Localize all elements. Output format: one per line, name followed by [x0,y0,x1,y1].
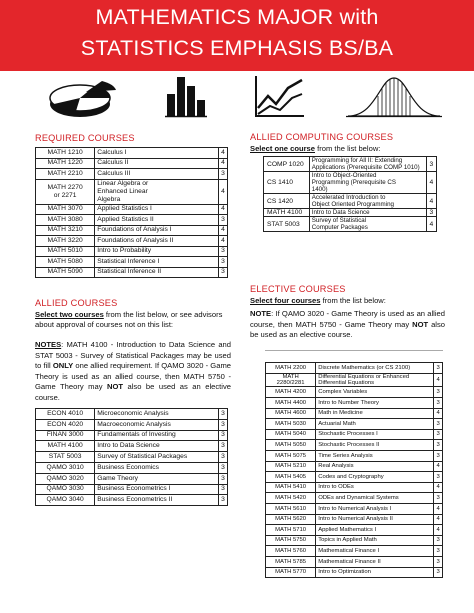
course-title: Intro to Number Theory [316,398,434,409]
table-row [266,503,443,514]
course-title: Math in Medicine [316,408,434,419]
course-title: Calculus I [95,148,219,159]
course-code: CS 1420 [264,194,310,209]
course-code: MATH 4600 [266,408,316,419]
table-row [266,408,443,419]
table-row [36,236,228,247]
course-credits: 3 [434,535,443,546]
table-row [266,525,443,536]
table-row [36,257,228,268]
table-row [36,204,228,215]
course-code: MATH 1210 [36,148,95,159]
course-title: Calculus III [95,169,219,180]
course-credits: 3 [218,169,227,180]
course-credits: 3 [434,419,443,430]
course-credits: 3 [218,246,227,257]
course-credits: 3 [218,409,227,420]
table-row [36,158,228,169]
course-code: QAMO 3020 [36,473,95,484]
course-code: MATH 3070 [36,204,95,215]
course-code: MATH 2200 [266,363,316,374]
table-row [36,495,228,506]
table-row [266,556,443,567]
course-title: Stochastic Processes I [316,429,434,440]
allied-notes-a: : MATH 4100 - Introduction to Data Science and STAT 5003 - Survey of Statistical Packages may be used to fill [35,340,231,371]
course-credits: 4 [434,503,443,514]
course-credits: 4 [426,217,436,232]
course-code: MATH 5610 [266,503,316,514]
course-credits: 4 [434,514,443,525]
course-code: MATH 4200 [266,387,316,398]
bell-curve-icon [346,74,442,120]
course-code: MATH 3080 [36,215,95,226]
table-row [266,440,443,451]
course-credits: 3 [434,387,443,398]
course-title: Microeconomic Analysis [95,409,219,420]
allied-computing-select-text: from the list below: [315,144,381,153]
table-row [266,419,443,430]
course-code: MATH 5090 [36,267,95,278]
table-row [36,430,228,441]
allied-instructions [35,310,231,331]
course-credits: 3 [218,452,227,463]
course-title: Statistical Inference I [95,257,219,268]
course-code: ECON 4010 [36,409,95,420]
course-title: Foundations of Analysis I [95,225,219,236]
table-row [36,169,228,180]
course-title: Business Econometrics I [95,484,219,495]
course-credits: 3 [434,493,443,504]
course-code: MATH 3220 [36,236,95,247]
required-heading: REQUIRED COURSES [35,133,135,143]
course-credits: 3 [426,209,436,217]
course-credits: 4 [426,172,436,194]
course-title: Mathematical Finance I [316,546,434,557]
electives-heading: ELECTIVE COURSES [250,284,346,294]
required-table [35,147,228,278]
course-code: MATH 1220 [36,158,95,169]
course-title: Accelerated Introduction to Object Oriented Programming [309,194,426,209]
course-title: Calculus II [95,158,219,169]
course-code: MATH 3210 [36,225,95,236]
course-title: Time Series Analysis [316,450,434,461]
course-code: MATH 5770 [266,567,316,578]
table-row [266,514,443,525]
course-title: Game Theory [95,473,219,484]
title-line-1: MATHEMATICS MAJOR with [95,5,379,29]
table-row [264,172,437,194]
course-title: Business Econometrics II [95,495,219,506]
table-row [266,363,443,374]
course-code: MATH 2270 or 2271 [36,179,95,204]
table-row [36,441,228,452]
course-credits: 3 [434,440,443,451]
course-title: Codes and Cryptography [316,472,434,483]
course-code: MATH 5010 [36,246,95,257]
course-code: QAMO 3010 [36,462,95,473]
allied-select-count: Select two courses [35,310,104,319]
course-credits: 3 [218,267,227,278]
course-credits: 3 [218,495,227,506]
title-banner [0,0,474,71]
course-credits: 3 [218,215,227,226]
course-credits: 3 [218,430,227,441]
course-title: Applied Statistics II [95,215,219,226]
course-credits: 3 [434,567,443,578]
course-credits: 3 [434,450,443,461]
course-credits: 4 [434,408,443,419]
table-row [36,148,228,159]
course-code: MATH 5050 [266,440,316,451]
allied-computing-select-count: Select one course [250,144,315,153]
course-code: MATH 5750 [266,535,316,546]
course-title: Foundations of Analysis II [95,236,219,247]
course-credits: 4 [434,373,443,387]
course-code: MATH 5075 [266,450,316,461]
icon-row [0,74,474,124]
course-credits: 4 [434,461,443,472]
allied-computing-instructions [250,144,450,154]
electives-table [265,362,443,578]
course-title: Real Analysis [316,461,434,472]
table-row [266,373,443,387]
bar-chart-icon [163,74,209,118]
table-row [36,409,228,420]
electives-divider [265,350,443,362]
course-credits: 3 [426,157,436,172]
course-title: Applied Mathematics I [316,525,434,536]
course-code: MATH 5420 [266,493,316,504]
allied-notes-label: NOTES [35,340,62,349]
course-code: QAMO 3040 [36,495,95,506]
course-title: ODEs and Dynamical Systems [316,493,434,504]
table-row [266,450,443,461]
electives-note-b: also be used as an elective course. [250,319,445,340]
course-credits: 4 [426,194,436,209]
course-title: Programming for All II: Extending Applications (Prerequisite COMP 1010) [309,157,426,172]
course-code: MATH 5030 [266,419,316,430]
course-title: Intro to Object-Oriented Programming (Prerequisite CS 1400) [309,172,426,194]
course-title: Survey of Statistical Computer Packages [309,217,426,232]
course-title: Survey of Statistical Packages [95,452,219,463]
course-title: Intro to Data Science [95,441,219,452]
course-title: Actuarial Math [316,419,434,430]
course-title: Intro to Probability [95,246,219,257]
course-title: Topics in Applied Math [316,535,434,546]
electives-instructions [250,296,450,306]
course-credits: 3 [434,398,443,409]
allied-select-text: from the list below, or see advisors about approval of courses not on this list: [35,310,223,330]
table-row [36,484,228,495]
course-credits: 3 [434,546,443,557]
electives-note-label: NOTE [250,309,272,318]
course-title: Intro to ODEs [316,482,434,493]
table-row [266,567,443,578]
course-title: Intro to Data Science [309,209,426,217]
electives-note-a: : If QAMO 3020 - Game Theory is used as an allied course, then MATH 5750 - Game Theory may [250,309,445,329]
course-title: Linear Algebra or Enhanced Linear Algebra [95,179,219,204]
course-title: Macroeconomic Analysis [95,419,219,430]
course-credits: 3 [218,473,227,484]
course-credits: 3 [218,257,227,268]
course-code: MATH 4100 [36,441,95,452]
table-row [266,387,443,398]
course-credits: 4 [218,148,227,159]
course-title: Intro to Numerical Analysis I [316,503,434,514]
table-row [264,194,437,209]
course-code: MATH 5210 [266,461,316,472]
table-row [36,267,228,278]
course-title: Intro to Numerical Analysis II [316,514,434,525]
table-row [266,429,443,440]
course-credits: 4 [434,525,443,536]
course-credits: 3 [218,441,227,452]
table-row [264,157,437,172]
allied-table [35,408,228,506]
table-row [266,482,443,493]
course-code: MATH 5785 [266,556,316,567]
title-line-2: STATISTICS EMPHASIS BS/BA [80,36,394,60]
table-row [264,217,437,232]
table-row [36,473,228,484]
course-credits: 3 [218,419,227,430]
table-row [36,452,228,463]
electives-note [250,309,445,341]
course-credits: 4 [218,236,227,247]
course-credits: 4 [434,482,443,493]
course-code: QAMO 3030 [36,484,95,495]
table-row [266,546,443,557]
line-chart-icon [252,74,306,118]
table-row [36,225,228,236]
allied-notes-b: one allied requirement. If QAMO 3020 - Game Theory is used as an allied course, then MATH 5750 - Game Theory may [35,361,231,392]
course-title: Differential Equations or Enhanced Differential Equations [316,373,434,387]
electives-select-count: Select four courses [250,296,321,305]
course-title: Mathematical Finance II [316,556,434,567]
course-title: Intro to Optimization [316,567,434,578]
table-row [36,215,228,226]
allied-computing-heading: ALLIED COMPUTING COURSES [250,132,394,142]
course-code: MATH 5040 [266,429,316,440]
course-credits: 4 [218,225,227,236]
allied-notes-only: ONLY [52,361,74,371]
table-row [266,493,443,504]
course-code: MATH 2280/2281 [266,373,316,387]
allied-computing-table [263,156,437,232]
course-code: CS 1410 [264,172,310,194]
table-row [266,398,443,409]
course-code: MATH 4100 [264,209,310,217]
table-row [266,472,443,483]
course-credits: 3 [434,363,443,374]
course-credits: 4 [218,158,227,169]
course-code: MATH 5620 [266,514,316,525]
course-credits: 4 [218,179,227,204]
electives-note-not: NOT [412,319,429,329]
electives-select-text: from the list below: [320,296,386,305]
course-code: MATH 5710 [266,525,316,536]
table-row [36,462,228,473]
course-credits: 3 [434,472,443,483]
course-credits: 3 [218,484,227,495]
allied-notes-c: also be used as an elective course. [35,382,231,402]
course-code: STAT 5003 [36,452,95,463]
course-title: Fundamentals of Investing [95,430,219,441]
course-code: MATH 4400 [266,398,316,409]
course-credits: 3 [434,556,443,567]
table-row [266,461,443,472]
course-code: FINAN 3000 [36,430,95,441]
course-code: MATH 5760 [266,546,316,557]
pie-chart-icon [46,76,118,120]
course-title: Complex Variables [316,387,434,398]
course-credits: 3 [218,462,227,473]
course-code: COMP 1020 [264,157,310,172]
table-row [36,419,228,430]
course-code: MATH 5405 [266,472,316,483]
table-row [36,246,228,257]
course-title: Discrete Mathematics (or CS 2100) [316,363,434,374]
allied-notes [35,340,231,404]
course-code: STAT 5003 [264,217,310,232]
course-code: MATH 5410 [266,482,316,493]
course-code: ECON 4020 [36,419,95,430]
course-title: Business Economics [95,462,219,473]
table-row [266,535,443,546]
course-title: Applied Statistics I [95,204,219,215]
course-title: Statistical Inference II [95,267,219,278]
course-title: Stochastic Processes II [316,440,434,451]
course-code: MATH 2210 [36,169,95,180]
course-code: MATH 5080 [36,257,95,268]
course-credits: 4 [218,204,227,215]
allied-notes-not: NOT [106,382,124,392]
table-row [264,209,437,217]
table-row [36,179,228,204]
course-credits: 3 [434,429,443,440]
allied-heading: ALLIED COURSES [35,298,118,308]
